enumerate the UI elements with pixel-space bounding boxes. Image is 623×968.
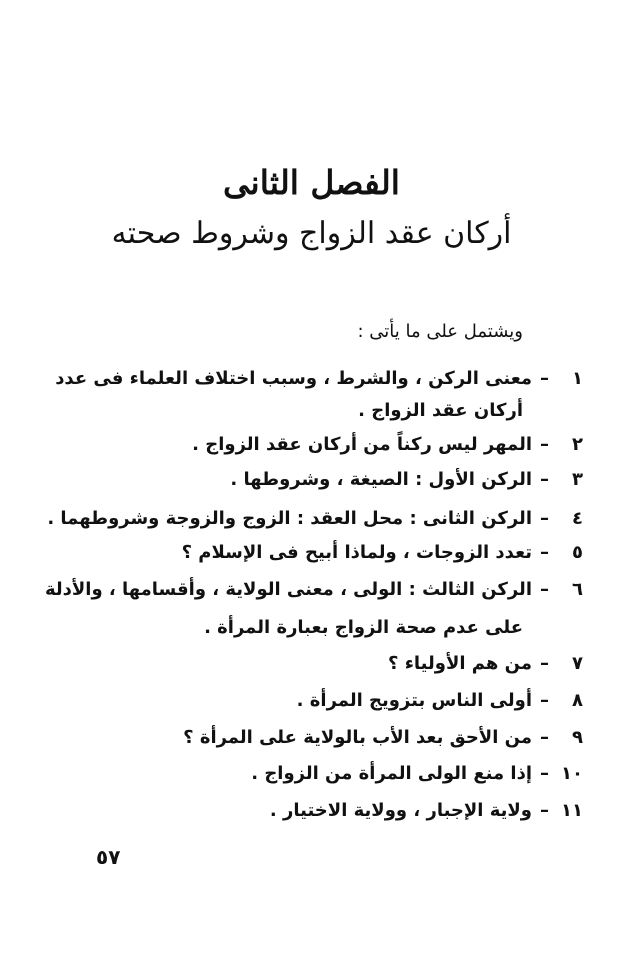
item-text: إذا منع الولى المرأة من الزواج . [251,763,532,784]
item-text: المهر ليس ركناً من أركان عقد الزواج . [192,434,532,455]
list-item: ٣–الركن الأول : الصيغة ، وشروطها . [85,466,583,494]
item-text: معنى الركن ، والشرط ، وسبب اختلاف العلماء فى عدد [55,368,532,389]
item-number: ١٠ [561,763,583,784]
chapter-subtitle: أركان عقد الزواج وشروط صحته [111,216,512,251]
list-item: ١–معنى الركن ، والشرط ، وسبب اختلاف العلماء فى عدد [85,365,583,393]
page-number: ٥٧ [96,845,121,869]
item-text: الركن الثانى : محل العقد : الزوج والزوجة وشروطهما . [47,508,532,529]
list-item: ٤–الركن الثانى : محل العقد : الزوج والزوجة وشروطهما . [85,505,583,533]
list-item: ١٠–إذا منع الولى المرأة من الزواج . [85,760,583,788]
item-text: ولاية الإجبار ، وولاية الاختيار . [269,800,532,821]
item-number: ٩ [572,727,583,748]
list-item: ٦–الركن الثالث : الولى ، معنى الولاية ، وأقسامها ، والأدلة [85,576,583,604]
item-number: ٨ [572,690,583,711]
list-item: ٢–المهر ليس ركناً من أركان عقد الزواج . [85,431,583,459]
item-text: تعدد الزوجات ، ولماذا أبيح فى الإسلام ؟ [181,542,532,563]
item-text: الركن الأول : الصيغة ، وشروطها . [230,469,532,490]
item-text: الركن الثالث : الولى ، معنى الولاية ، وأقسامها ، والأدلة [44,579,532,600]
list-item: ٨–أولى الناس بتزويج المرأة . [85,687,583,715]
item-continuation: أركان عقد الزواج . [358,400,523,421]
item-number: ١١ [561,800,583,821]
item-number: ٢ [572,434,583,455]
chapter-title: الفصل الثانى [223,163,400,202]
item-text: أولى الناس بتزويج المرأة . [296,690,532,711]
item-number: ٦ [572,579,583,600]
item-continuation: على عدم صحة الزواج بعبارة المرأة . [204,617,523,638]
item-number: ٧ [572,653,583,674]
list-item: ١١–ولاية الإجبار ، وولاية الاختيار . [85,797,583,825]
list-item: ٧–من هم الأولياء ؟ [85,650,583,678]
item-number: ٣ [572,469,583,490]
item-number: ٥ [572,542,583,563]
item-number: ٤ [572,508,583,529]
item-text: من هم الأولياء ؟ [387,653,532,674]
list-item: ٥–تعدد الزوجات ، ولماذا أبيح فى الإسلام ؟ [85,539,583,567]
list-item: ٩–من الأحق بعد الأب بالولاية على المرأة ؟ [85,724,583,752]
item-number: ١ [572,368,583,389]
item-text: من الأحق بعد الأب بالولاية على المرأة ؟ [183,727,532,748]
intro-text: ويشتمل على ما يأتى : [357,321,523,342]
